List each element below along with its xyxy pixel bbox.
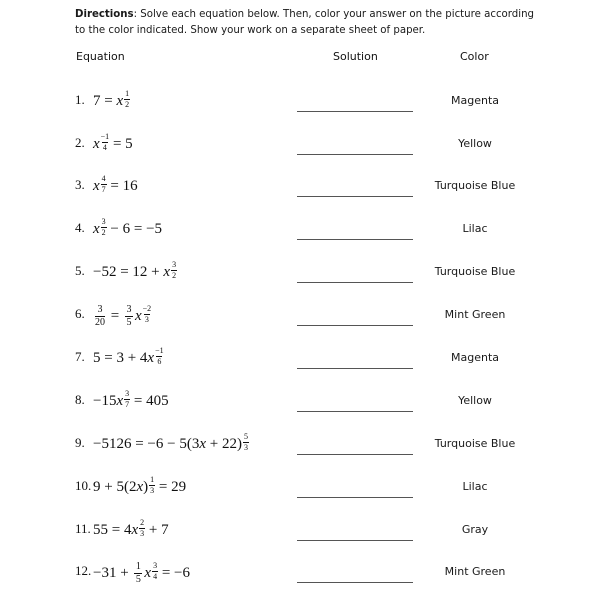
- answer-blank[interactable]: [297, 154, 413, 155]
- problem-equation: −52 = 12 + x $^{\frac{3}{2}}$: [93, 260, 177, 280]
- answer-blank[interactable]: [297, 282, 413, 283]
- color-label: Turquoise Blue: [434, 179, 516, 192]
- problem-row-1: [0, 82, 600, 112]
- problem-equation: −15x $^{\frac{3}{7}}$ = 405: [93, 389, 169, 409]
- problem-number: 11.: [75, 521, 91, 536]
- problem-equation: $\frac{3}{20}$ = $\frac{3}{5}$ x $^{\frac{-2}{3}}$: [95, 303, 152, 328]
- color-label: Lilac: [462, 222, 488, 235]
- answer-blank[interactable]: [297, 582, 413, 583]
- problem-number: 7.: [75, 349, 85, 364]
- problem-number: 1.: [75, 92, 85, 107]
- problem-equation: x $^{\frac{-1}{4}}$ = 5: [93, 132, 133, 152]
- color-label: Magenta: [450, 94, 499, 107]
- problem-number: 6.: [75, 306, 85, 321]
- problem-row-9: [0, 425, 600, 455]
- problem-row-6: [0, 296, 600, 326]
- problem-row-11: [0, 511, 600, 541]
- header-color: Color: [460, 50, 489, 63]
- problem-number: 10.: [75, 478, 92, 493]
- problem-equation: x $^{\frac{4}{7}}$ = 16: [93, 174, 138, 194]
- problem-equation: −5126 = −6 − 5(3x + 22) $^{\frac{5}{3}}$: [93, 432, 248, 452]
- color-label: Gray: [461, 523, 489, 536]
- answer-blank[interactable]: [297, 196, 413, 197]
- color-label: Turquoise Blue: [434, 265, 516, 278]
- answer-blank[interactable]: [297, 540, 413, 541]
- problem-equation: 7 = x $^{\frac{1}{2}}$: [93, 89, 130, 109]
- color-label: Turquoise Blue: [434, 437, 516, 450]
- problem-number: 3.: [75, 177, 85, 192]
- problem-number: 9.: [75, 435, 85, 450]
- color-label: Lilac: [462, 480, 488, 493]
- problem-number: 12.: [75, 563, 92, 578]
- problem-equation: 5 = 3 + 4x $^{\frac{-1}{6}}$: [93, 346, 164, 366]
- problem-row-5: [0, 253, 600, 283]
- problem-equation: 9 + 5(2x) $^{\frac{1}{3}}$ = 29: [93, 475, 187, 495]
- problem-equation: −31 + $\frac{1}{5}$ x $^{\frac{3}{4}}$ = −6: [93, 560, 191, 585]
- answer-blank[interactable]: [297, 239, 413, 240]
- answer-blank[interactable]: [297, 368, 413, 369]
- problem-row-7: [0, 339, 600, 369]
- color-label: Mint Green: [444, 308, 506, 321]
- problem-row-8: [0, 382, 600, 412]
- problem-number: 4.: [75, 220, 85, 235]
- header-equation: Equation: [76, 50, 125, 63]
- color-label: Magenta: [450, 351, 499, 364]
- color-label: Yellow: [458, 137, 492, 150]
- problem-row-12: [0, 553, 600, 583]
- directions: [75, 7, 545, 39]
- answer-blank[interactable]: [297, 497, 413, 498]
- problem-row-4: [0, 210, 600, 240]
- directions-label: Directions: [75, 9, 134, 20]
- color-label: Mint Green: [444, 565, 506, 578]
- problem-number: 8.: [75, 392, 85, 407]
- problem-equation: x $^{\frac{3}{2}}$ − 6 = −5: [93, 217, 163, 237]
- problem-row-10: [0, 468, 600, 498]
- directions-text: : Solve each equation below. Then, color your answer on the picture according to the color indicated. Show your work on a separate sheet of paper.: [75, 9, 535, 36]
- answer-blank[interactable]: [297, 325, 413, 326]
- problem-equation: 55 = 4x $^{\frac{2}{3}}$ + 7: [93, 518, 169, 538]
- problem-number: 5.: [75, 263, 85, 278]
- answer-blank[interactable]: [297, 454, 413, 455]
- header-solution: Solution: [333, 50, 378, 63]
- answer-blank[interactable]: [297, 111, 413, 112]
- problem-row-2: [0, 125, 600, 155]
- color-label: Yellow: [458, 394, 492, 407]
- problem-row-3: [0, 167, 600, 197]
- problem-number: 2.: [75, 135, 85, 150]
- answer-blank[interactable]: [297, 411, 413, 412]
